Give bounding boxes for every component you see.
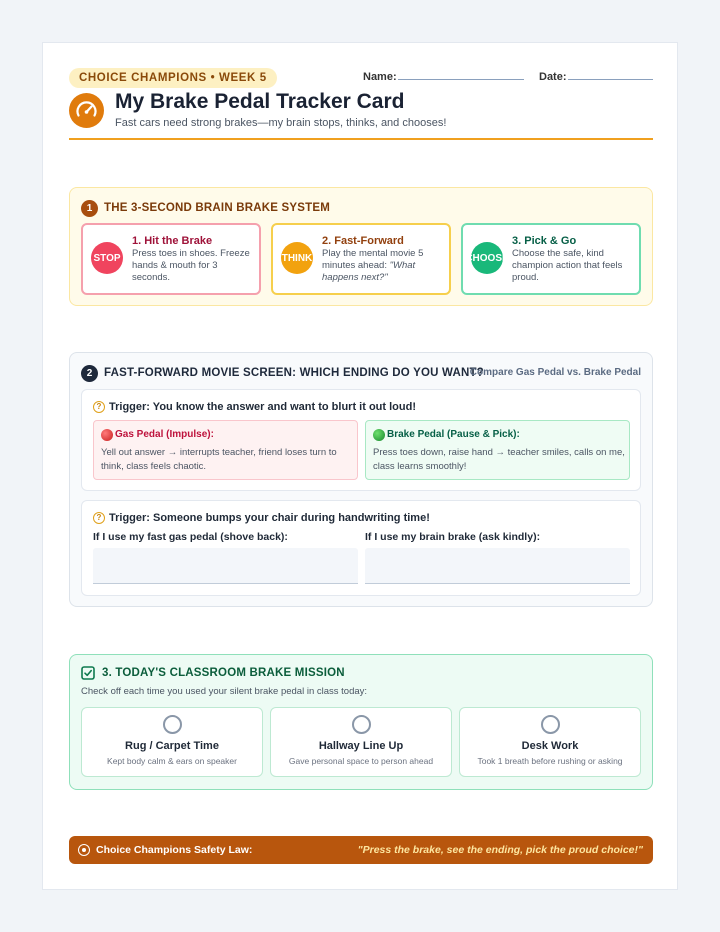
step-title: 2. Fast-Forward [322,235,404,247]
stop-badge: STOP [91,242,123,274]
step-description-quote: "What happens next?" [322,260,416,283]
section-title: FAST-FORWARD MOVIE SCREEN: WHICH ENDING DO YOU WANT? [104,367,484,379]
step-card-hit-brake [81,223,261,295]
section-title: 3. TODAY'S CLASSROOM BRAKE MISSION [102,667,345,679]
mission-card-desk-work[interactable] [459,707,641,777]
tracker-card-page [42,42,678,890]
gas-pedal-box [93,420,358,480]
trigger-card-chair-bump [81,500,641,596]
mission-card-rug-time[interactable] [81,707,263,777]
name-field-line[interactable] [398,79,524,80]
choose-badge: CHOOSE [471,242,503,274]
think-badge: THINK [281,242,313,274]
gas-pedal-text: Yell out answer → interrupts teacher, friend loses turn to think, class feels chaotic. [101,447,337,472]
mission-checkbox[interactable] [163,715,182,734]
step-card-fast-forward [271,223,451,295]
mission-title: Hallway Line Up [318,740,404,752]
checkbox-check-icon [81,666,95,680]
step-description: Choose the safe, kind champion action that feels proud. [512,248,623,283]
section-number-badge: 2 [81,365,98,382]
step-description-text: Play the mental movie 5 minutes ahead: [322,248,424,271]
green-circle-icon [373,429,385,441]
brake-mission-section [69,654,653,790]
page-subtitle: Fast cars need strong brakes—my brain stops, thinks, and chooses! [115,117,447,129]
brake-pedal-field-label: If I use my brain brake (ask kindly): [365,531,541,543]
week-badge: CHOICE CHAMPIONS • WEEK 5 [69,68,277,88]
compare-label: Compare Gas Pedal vs. Brake Pedal [469,367,641,378]
question-icon: ? [93,401,105,413]
mission-card-hallway[interactable] [270,707,452,777]
mission-title: Rug / Carpet Time [125,740,219,752]
trigger-card-blurt [81,389,641,491]
section-number-badge: 1 [81,200,98,217]
section-title: THE 3-SECOND BRAIN BRAKE SYSTEM [104,202,330,214]
trigger-title: Trigger: Someone bumps your chair during handwriting time! [109,512,430,524]
mission-checkbox[interactable] [352,715,371,734]
red-circle-icon [101,429,113,441]
step-description [322,248,446,284]
page-title: My Brake Pedal Tracker Card [115,90,405,113]
safety-law-label: Choice Champions Safety Law: [96,844,253,856]
mission-description: Gave personal space to person ahead [288,756,434,766]
step-description: Press toes in shoes. Freeze hands & mouth for 3 seconds. [132,248,250,283]
safety-law-banner [69,836,653,864]
header-divider [69,138,653,140]
gas-pedal-answer-field[interactable] [93,548,358,584]
brain-brake-system-section [69,187,653,306]
step-title: 1. Hit the Brake [132,235,213,247]
safety-law-quote: "Press the brake, see the ending, pick the proud choice!" [357,844,643,856]
brake-pedal-text: Press toes down, raise hand → teacher smiles, calls on me, class learns smoothly! [373,447,625,472]
step-card-pick-go [461,223,641,295]
date-label: Date: [539,71,567,83]
gas-pedal-title: Gas Pedal (Impulse): [115,429,214,440]
movie-screen-section [69,352,653,607]
mission-description: Kept body calm & ears on speaker [107,756,237,766]
step-title: 3. Pick & Go [512,235,577,247]
name-label: Name: [363,71,397,83]
mission-title: Desk Work [521,740,579,752]
trigger-title: Trigger: You know the answer and want to blurt it out loud! [109,401,416,413]
brake-pedal-title: Brake Pedal (Pause & Pick): [387,429,520,440]
section-subtitle: Check off each time you used your silent brake pedal in class today: [81,686,368,697]
target-icon [78,844,90,856]
brake-pedal-box [365,420,630,480]
date-field-line[interactable] [568,79,653,80]
speedometer-icon [69,93,104,128]
mission-description: Took 1 breath before rushing or asking [477,756,623,766]
gas-pedal-field-label: If I use my fast gas pedal (shove back): [93,531,288,543]
mission-checkbox[interactable] [541,715,560,734]
question-icon: ? [93,512,105,524]
brake-pedal-answer-field[interactable] [365,548,630,584]
